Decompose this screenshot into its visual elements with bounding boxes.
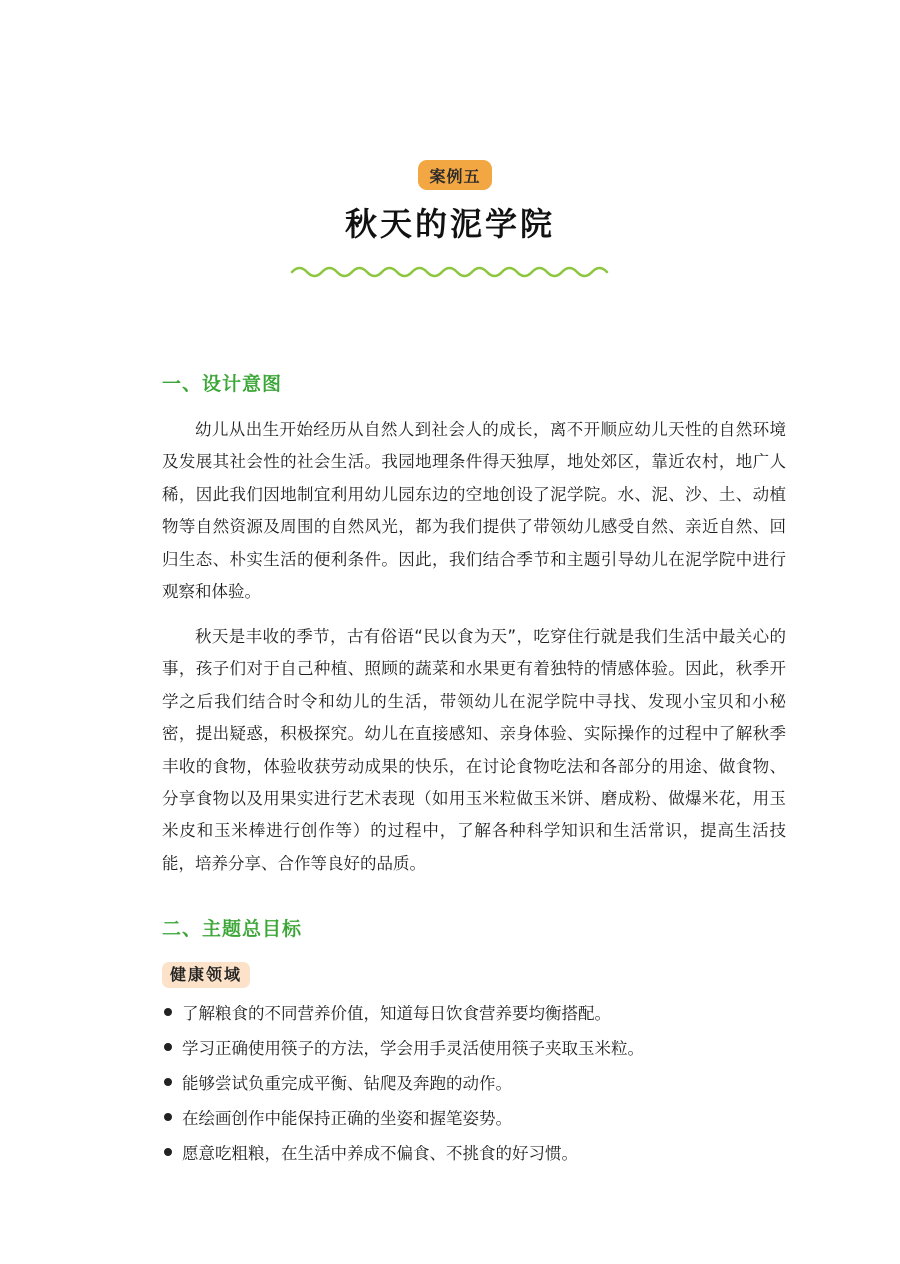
list-item [164,1099,804,1134]
goal-text: 在绘画创作中能保持正确的坐姿和握笔姿势。 [182,1108,512,1128]
goal-text: 愿意吃粗粮，在生活中养成不偏食、不挑食的好习惯。 [182,1143,578,1163]
paragraph-design-intent-2: 秋天是丰收的季节，古有俗语“民以食为天”，吃穿住行就是我们生活中最关心的事，孩子们对于自己种植、照顾的蔬菜和水果更有着独特的情感体验。因此，秋季开学之后我们结合时令和幼儿的生活，带领幼儿在泥学院中寻找、发现小宝贝和小秘密，提出疑惑，积极探究。幼儿在直接感知、亲身体验、实际操作的过程中了解秋季丰收的食物，体验收获劳动成果的快乐，在讨论食物吃法和各部分的用途、做食物、分享食物以及用果实进行艺术表现（如用玉米粒做玉米饼、磨成粉、做爆米花，用玉米皮和玉米棒进行创作等）的过程中，了解各种科学知识和生活常识，提高生活技能，培养分享、合作等良好的品质。 [162,627,786,873]
list-item [164,1064,804,1099]
goal-text: 学习正确使用筷子的方法，学会用手灵活使用筷子夹取玉米粒。 [182,1038,644,1058]
bullet-icon [164,1113,172,1121]
health-goals-list [164,994,804,1169]
list-item [164,1029,804,1064]
decorative-wave-divider [290,262,610,282]
list-item [164,1134,804,1169]
bullet-icon [164,1008,172,1016]
section-heading-design-intent: 一、设计意图 [162,373,283,395]
page-title: 秋天的泥学院 [344,205,555,243]
list-item [164,994,804,1029]
bullet-icon [164,1148,172,1156]
goal-text: 了解粮食的不同营养价值，知道每日饮食营养要均衡搭配。 [182,1003,611,1023]
health-domain-tag: 健康领域 [162,962,250,988]
paragraph-design-intent-1: 幼儿从出生开始经历从自然人到社会人的成长，离不开顺应幼儿天性的自然环境及发展其社会性的社会生活。我园地理条件得天独厚，地处郊区，靠近农村，地广人稀，因此我们因地制宜利用幼儿园东边的空地创设了泥学院。水、泥、沙、土、动植物等自然资源及周围的自然风光，都为我们提供了带领幼儿感受自然、亲近自然、回归生态、朴实生活的便利条件。因此，我们结合季节和主题引导幼儿在泥学院中进行观察和体验。 [162,420,786,602]
goal-text: 能够尝试负重完成平衡、钻爬及奔跑的动作。 [182,1073,512,1093]
case-number-badge: 案例五 [418,160,492,190]
bullet-icon [164,1078,172,1086]
bullet-icon [164,1043,172,1051]
section-heading-overall-goals: 二、主题总目标 [162,918,303,940]
